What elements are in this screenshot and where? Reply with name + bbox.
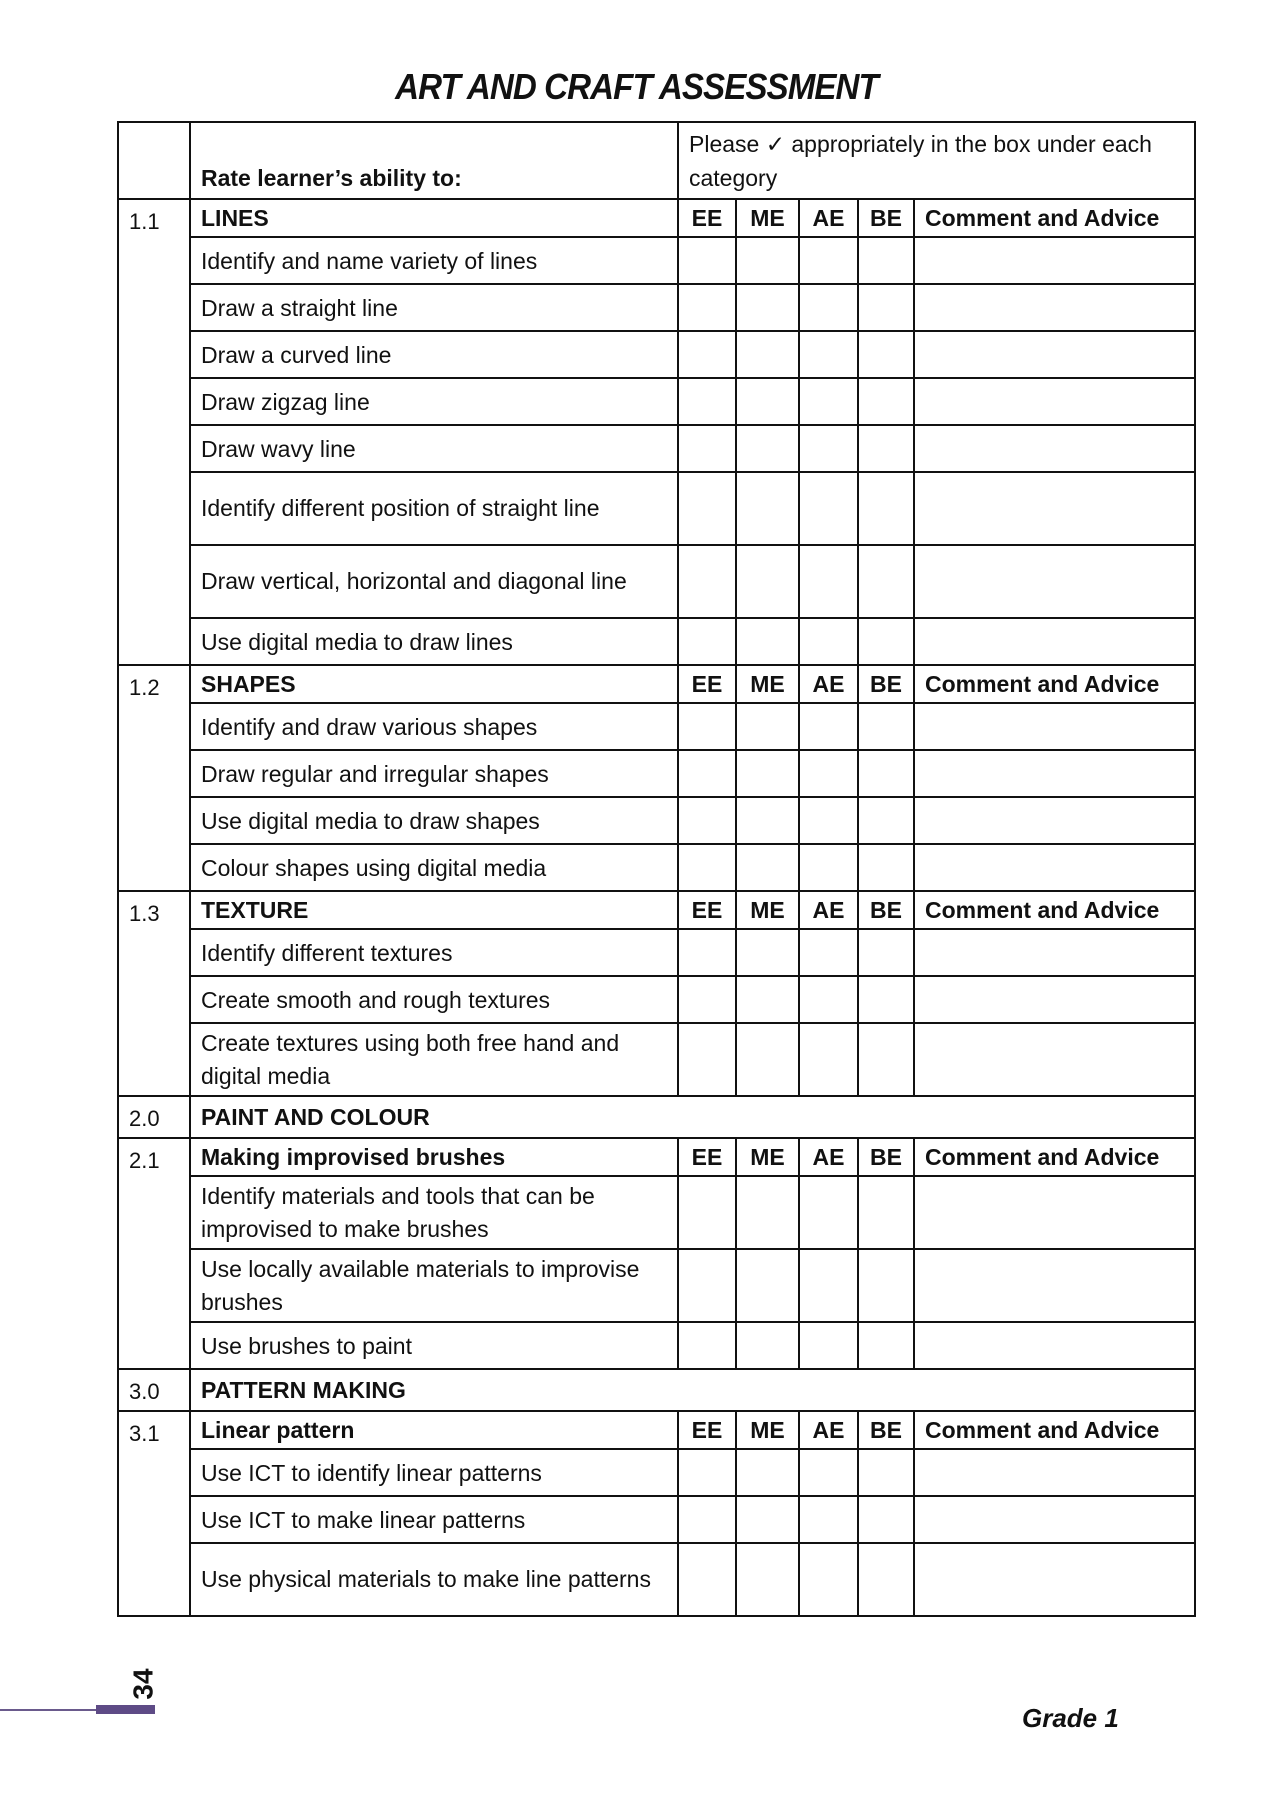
comment-box[interactable]	[914, 237, 1195, 284]
criterion-label: Use ICT to make linear patterns	[190, 1496, 678, 1543]
comment-box[interactable]	[914, 797, 1195, 844]
rating-box-me[interactable]	[736, 618, 799, 665]
table-row	[118, 1543, 1195, 1616]
rating-box-be[interactable]	[858, 1176, 914, 1249]
rating-box-me[interactable]	[736, 425, 799, 472]
criterion-label: Use brushes to paint	[190, 1322, 678, 1369]
rating-box-me[interactable]	[736, 1176, 799, 1249]
rating-box-me[interactable]	[736, 331, 799, 378]
table-row	[118, 844, 1195, 891]
rating-box-me[interactable]	[736, 750, 799, 797]
rating-box-ae[interactable]	[799, 797, 858, 844]
table-row	[118, 237, 1195, 284]
criterion-label: Draw wavy line	[190, 425, 678, 472]
column-header-ee: EE	[678, 891, 736, 929]
grade-label: Grade 1	[1022, 1703, 1119, 1733]
rating-box-ae[interactable]	[799, 237, 858, 284]
rating-box-ee[interactable]	[678, 378, 736, 425]
rating-box-ee[interactable]	[678, 1496, 736, 1543]
criterion-label: Draw vertical, horizontal and diagonal line	[190, 545, 678, 618]
comment-box[interactable]	[914, 844, 1195, 891]
rate-label: Rate learner’s ability to:	[190, 122, 678, 199]
criterion-label: Create smooth and rough textures	[190, 976, 678, 1023]
table-row	[118, 331, 1195, 378]
section-number: 3.0	[118, 1369, 190, 1411]
rating-box-ae[interactable]	[799, 425, 858, 472]
table-header-row	[118, 122, 1195, 199]
rating-box-ee[interactable]	[678, 976, 736, 1023]
rating-box-me[interactable]	[736, 1496, 799, 1543]
rating-box-ee[interactable]	[678, 1249, 736, 1322]
rating-box-me[interactable]	[736, 703, 799, 750]
rating-box-ae[interactable]	[799, 1496, 858, 1543]
rating-box-me[interactable]	[736, 1023, 799, 1096]
table-row	[118, 1176, 1195, 1249]
table-row	[118, 797, 1195, 844]
rating-box-be[interactable]	[858, 1543, 914, 1616]
column-header-comment-and-advice: Comment and Advice	[914, 1138, 1195, 1176]
section-title: Making improvised brushes	[190, 1138, 678, 1176]
section-header-row	[118, 665, 1195, 703]
table-row	[118, 703, 1195, 750]
rating-box-ee[interactable]	[678, 703, 736, 750]
rating-box-me[interactable]	[736, 976, 799, 1023]
comment-box[interactable]	[914, 1449, 1195, 1496]
rating-box-ee[interactable]	[678, 284, 736, 331]
column-header-me: ME	[736, 665, 799, 703]
rating-box-ee[interactable]	[678, 750, 736, 797]
rating-box-ae[interactable]	[799, 1023, 858, 1096]
rating-box-be[interactable]	[858, 618, 914, 665]
rating-box-me[interactable]	[736, 797, 799, 844]
rating-box-ae[interactable]	[799, 378, 858, 425]
comment-box[interactable]	[914, 1023, 1195, 1096]
criterion-label: Use ICT to identify linear patterns	[190, 1449, 678, 1496]
comment-box[interactable]	[914, 378, 1195, 425]
rating-box-ae[interactable]	[799, 331, 858, 378]
footer-rule	[0, 1709, 96, 1711]
rating-box-be[interactable]	[858, 545, 914, 618]
rating-box-ae[interactable]	[799, 976, 858, 1023]
rating-box-be[interactable]	[858, 844, 914, 891]
table-row	[118, 1023, 1195, 1096]
section-number: 1.1	[118, 199, 190, 665]
column-header-ee: EE	[678, 1138, 736, 1176]
comment-box[interactable]	[914, 618, 1195, 665]
table-row	[118, 750, 1195, 797]
rating-box-be[interactable]	[858, 378, 914, 425]
comment-box[interactable]	[914, 929, 1195, 976]
section-number: 3.1	[118, 1411, 190, 1616]
rating-box-be[interactable]	[858, 331, 914, 378]
criterion-label: Use digital media to draw shapes	[190, 797, 678, 844]
table-row	[118, 618, 1195, 665]
rating-box-me[interactable]	[736, 844, 799, 891]
section-title: PATTERN MAKING	[190, 1369, 1195, 1411]
rating-box-ae[interactable]	[799, 284, 858, 331]
rating-box-ee[interactable]	[678, 472, 736, 545]
column-header-be: BE	[858, 199, 914, 237]
rating-box-ae[interactable]	[799, 1249, 858, 1322]
rating-box-ae[interactable]	[799, 618, 858, 665]
table-row	[118, 1496, 1195, 1543]
section-number: 2.0	[118, 1096, 190, 1138]
table-row	[118, 378, 1195, 425]
rating-box-ae[interactable]	[799, 750, 858, 797]
rating-box-ee[interactable]	[678, 929, 736, 976]
criterion-label: Create textures using both free hand and digital media	[190, 1023, 678, 1096]
column-header-ee: EE	[678, 1411, 736, 1449]
rating-box-ae[interactable]	[799, 1322, 858, 1369]
rating-box-me[interactable]	[736, 284, 799, 331]
criterion-label: Colour shapes using digital media	[190, 844, 678, 891]
column-header-comment-and-advice: Comment and Advice	[914, 665, 1195, 703]
assessment-table	[117, 121, 1196, 1617]
rating-box-be[interactable]	[858, 1023, 914, 1096]
comment-box[interactable]	[914, 1496, 1195, 1543]
rating-box-ee[interactable]	[678, 1176, 736, 1249]
column-header-me: ME	[736, 1411, 799, 1449]
rating-box-ae[interactable]	[799, 1543, 858, 1616]
table-row	[118, 545, 1195, 618]
rating-box-me[interactable]	[736, 1322, 799, 1369]
column-header-ae: AE	[799, 1411, 858, 1449]
table-row	[118, 472, 1195, 545]
rating-box-ae[interactable]	[799, 1176, 858, 1249]
criterion-label: Use physical materials to make line patterns	[190, 1543, 678, 1616]
column-header-ae: AE	[799, 1138, 858, 1176]
rating-box-ae[interactable]	[799, 1449, 858, 1496]
rating-box-be[interactable]	[858, 1449, 914, 1496]
number-header-cell	[118, 122, 190, 199]
section-header-row	[118, 1369, 1195, 1411]
rating-box-ee[interactable]	[678, 331, 736, 378]
comment-box[interactable]	[914, 1322, 1195, 1369]
section-header-row	[118, 1411, 1195, 1449]
comment-box[interactable]	[914, 284, 1195, 331]
table-row	[118, 1322, 1195, 1369]
rating-box-ee[interactable]	[678, 1023, 736, 1096]
table-row	[118, 425, 1195, 472]
column-header-comment-and-advice: Comment and Advice	[914, 199, 1195, 237]
rating-box-be[interactable]	[858, 284, 914, 331]
rating-box-me[interactable]	[736, 1543, 799, 1616]
criterion-label: Identify different textures	[190, 929, 678, 976]
rating-box-be[interactable]	[858, 472, 914, 545]
criterion-label: Draw a straight line	[190, 284, 678, 331]
column-header-ae: AE	[799, 665, 858, 703]
comment-box[interactable]	[914, 331, 1195, 378]
rating-box-be[interactable]	[858, 976, 914, 1023]
footer-rule-accent	[96, 1705, 155, 1714]
rating-box-ee[interactable]	[678, 618, 736, 665]
column-header-be: BE	[858, 665, 914, 703]
column-header-me: ME	[736, 1138, 799, 1176]
page-number: 34	[127, 1668, 159, 1700]
table-row	[118, 284, 1195, 331]
section-title: Linear pattern	[190, 1411, 678, 1449]
table-row	[118, 976, 1195, 1023]
criterion-label: Use digital media to draw lines	[190, 618, 678, 665]
rating-box-be[interactable]	[858, 1496, 914, 1543]
rating-box-be[interactable]	[858, 797, 914, 844]
rating-box-me[interactable]	[736, 1449, 799, 1496]
rating-box-me[interactable]	[736, 378, 799, 425]
rating-box-be[interactable]	[858, 929, 914, 976]
rating-box-ae[interactable]	[799, 844, 858, 891]
rating-box-ae[interactable]	[799, 929, 858, 976]
column-header-ee: EE	[678, 665, 736, 703]
section-title: TEXTURE	[190, 891, 678, 929]
rating-box-ee[interactable]	[678, 797, 736, 844]
comment-box[interactable]	[914, 1543, 1195, 1616]
rating-box-ee[interactable]	[678, 545, 736, 618]
section-header-row	[118, 891, 1195, 929]
comment-box[interactable]	[914, 703, 1195, 750]
criterion-label: Draw zigzag line	[190, 378, 678, 425]
section-number: 2.1	[118, 1138, 190, 1369]
section-title: SHAPES	[190, 665, 678, 703]
table-row	[118, 929, 1195, 976]
rating-box-be[interactable]	[858, 1249, 914, 1322]
rating-box-me[interactable]	[736, 237, 799, 284]
column-header-be: BE	[858, 891, 914, 929]
comment-box[interactable]	[914, 1176, 1195, 1249]
rating-box-me[interactable]	[736, 929, 799, 976]
comment-box[interactable]	[914, 1249, 1195, 1322]
criterion-label: Identify different position of straight line	[190, 472, 678, 545]
comment-box[interactable]	[914, 425, 1195, 472]
column-header-ae: AE	[799, 891, 858, 929]
section-title: PAINT AND COLOUR	[190, 1096, 1195, 1138]
section-title: LINES	[190, 199, 678, 237]
section-header-row	[118, 1138, 1195, 1176]
rating-box-ee[interactable]	[678, 425, 736, 472]
section-header-row	[118, 1096, 1195, 1138]
rating-box-me[interactable]	[736, 1249, 799, 1322]
criterion-label: Identify and name variety of lines	[190, 237, 678, 284]
rating-box-be[interactable]	[858, 237, 914, 284]
column-header-comment-and-advice: Comment and Advice	[914, 1411, 1195, 1449]
rating-box-ee[interactable]	[678, 237, 736, 284]
rating-box-be[interactable]	[858, 1322, 914, 1369]
column-header-comment-and-advice: Comment and Advice	[914, 891, 1195, 929]
column-header-me: ME	[736, 199, 799, 237]
rating-box-ae[interactable]	[799, 545, 858, 618]
column-header-me: ME	[736, 891, 799, 929]
column-header-be: BE	[858, 1411, 914, 1449]
column-header-be: BE	[858, 1138, 914, 1176]
rating-box-ee[interactable]	[678, 844, 736, 891]
instruction-text: Please ✓ appropriately in the box under each category	[678, 122, 1195, 199]
rating-box-be[interactable]	[858, 425, 914, 472]
criterion-label: Use locally available materials to improvise brushes	[190, 1249, 678, 1322]
rating-box-be[interactable]	[858, 750, 914, 797]
column-header-ee: EE	[678, 199, 736, 237]
table-row	[118, 1449, 1195, 1496]
comment-box[interactable]	[914, 750, 1195, 797]
page-title: ART AND CRAFT ASSESSMENT	[395, 66, 878, 107]
rating-box-me[interactable]	[736, 472, 799, 545]
criterion-label: Identify and draw various shapes	[190, 703, 678, 750]
section-number: 1.2	[118, 665, 190, 891]
rating-box-ee[interactable]	[678, 1322, 736, 1369]
column-header-ae: AE	[799, 199, 858, 237]
rating-box-ee[interactable]	[678, 1449, 736, 1496]
rating-box-be[interactable]	[858, 703, 914, 750]
criterion-label: Draw regular and irregular shapes	[190, 750, 678, 797]
rating-box-ae[interactable]	[799, 472, 858, 545]
rating-box-ee[interactable]	[678, 1543, 736, 1616]
table-row	[118, 1249, 1195, 1322]
rating-box-me[interactable]	[736, 545, 799, 618]
criterion-label: Identify materials and tools that can be improvised to make brushes	[190, 1176, 678, 1249]
comment-box[interactable]	[914, 976, 1195, 1023]
comment-box[interactable]	[914, 472, 1195, 545]
section-header-row	[118, 199, 1195, 237]
comment-box[interactable]	[914, 545, 1195, 618]
criterion-label: Draw a curved line	[190, 331, 678, 378]
section-number: 1.3	[118, 891, 190, 1096]
rating-box-ae[interactable]	[799, 703, 858, 750]
